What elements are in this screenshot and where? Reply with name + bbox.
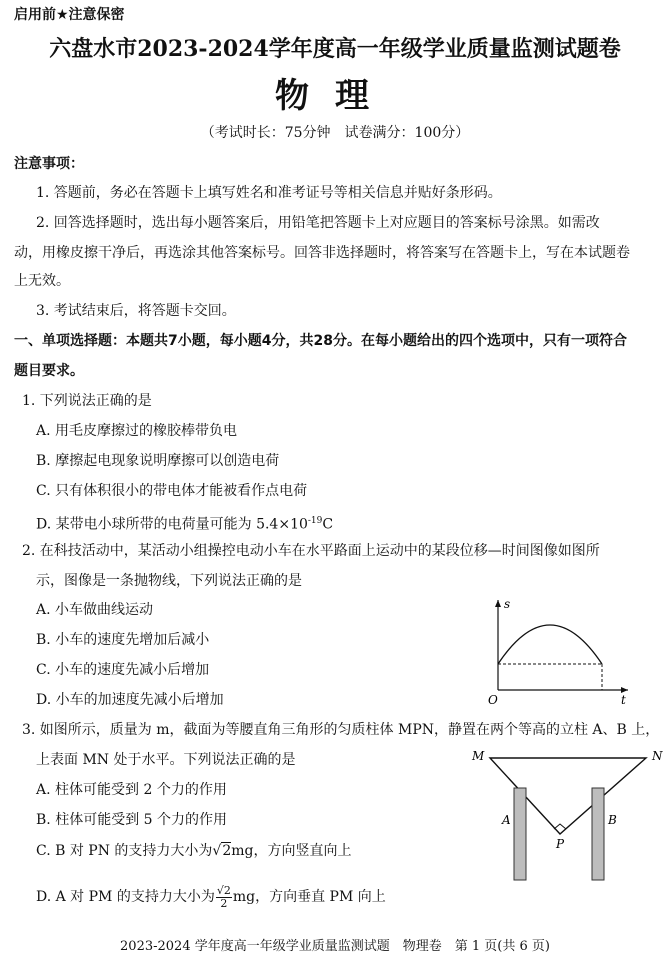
note-item-2-line1: 2. 回答选择题时，选出每小题答案后，用铅笔把答题卡上对应题目的答案标号涂黑。如需改 bbox=[36, 215, 600, 231]
q3-option-d-fraction bbox=[216, 885, 232, 910]
q3-option-a: A. 柱体可能受到 2 个力的作用 bbox=[36, 782, 227, 798]
q3-pillar-b bbox=[592, 788, 604, 880]
q1-option-b: B. 摩擦起电现象说明摩擦可以创造电荷 bbox=[36, 453, 280, 469]
q3-option-c-prefix: C. B 对 PN 的支持力大小为 bbox=[36, 843, 213, 859]
q2-option-c: C. 小车的速度先减小后增加 bbox=[36, 662, 210, 678]
q1-option-d bbox=[36, 512, 333, 534]
note-item-3: 3. 考试结束后，将答题卡交回。 bbox=[36, 303, 236, 319]
secret-label: 启用前★注意保密 bbox=[14, 7, 125, 23]
page-footer: 2023-2024 学年度高一年级学业质量监测试题 物理卷 第 1 页(共 6 页) bbox=[120, 939, 550, 954]
q3-prism-on-pillars-figure bbox=[468, 744, 668, 884]
q2-stem-line1: 2. 在科技活动中，某活动小组操控电动小车在水平路面上运动中的某段位移—时间图像如图所 bbox=[22, 543, 600, 559]
q3-option-d-prefix: D. A 对 PM 的支持力大小为 bbox=[36, 889, 215, 905]
q3-stem-line2: 上表面 MN 处于水平。下列说法正确的是 bbox=[36, 752, 296, 768]
note-item-2-line2: 动，用橡皮擦干净后，再选涂其他答案标号。回答非选择题时，将答案写在答题卡上，写在本试题卷 bbox=[14, 245, 630, 261]
q3-triangle-mpn bbox=[490, 758, 646, 834]
q3-pillar-a bbox=[514, 788, 526, 880]
note-item-2-line3: 上无效。 bbox=[14, 273, 70, 289]
q2-x-label: t bbox=[621, 693, 626, 706]
q3-option-d bbox=[36, 882, 386, 912]
q3-option-d-denominator: 2 bbox=[220, 896, 228, 910]
q1-stem: 1. 下列说法正确的是 bbox=[22, 393, 152, 409]
q3-option-d-numerator: √2 bbox=[216, 883, 231, 897]
q3-option-b: B. 柱体可能受到 5 个力的作用 bbox=[36, 812, 227, 828]
q3-option-c-sqrt: 2 bbox=[222, 843, 232, 859]
q2-stem-line2: 示，图像是一条抛物线，下列说法正确的是 bbox=[36, 573, 302, 589]
q3-label-m: M bbox=[472, 749, 485, 763]
q3-option-c-suffix: mg，方向竖直向上 bbox=[231, 843, 352, 859]
q1-option-d-text: D. 某带电小球所带的电荷量可能为 5.4×10 bbox=[36, 516, 308, 533]
q3-label-a: A bbox=[502, 813, 511, 827]
subject-title: 物理 bbox=[275, 76, 395, 116]
q1-option-d-exponent: -19 bbox=[307, 516, 323, 526]
q2-y-label: s bbox=[504, 597, 511, 611]
q3-option-c: C. B 对 PN 的支持力大小为√2mg，方向竖直向上 bbox=[36, 843, 352, 859]
exam-title: 六盘水市2023-2024学年度高一年级学业质量监测试题卷 bbox=[49, 36, 621, 62]
q3-label-p: P bbox=[556, 837, 565, 851]
q3-label-n: N bbox=[652, 749, 663, 763]
q3-option-d-suffix: mg，方向垂直 PM 向上 bbox=[232, 889, 386, 905]
q3-stem-line1: 3. 如图所示，质量为 m，截面为等腰直角三角形的匀质柱体 MPN，静置在两个等高的立柱 A、B 上， bbox=[22, 722, 660, 738]
exam-info: （考试时长：75分钟 试卷满分：100分） bbox=[200, 125, 470, 141]
q2-origin-label: O bbox=[488, 693, 498, 706]
q2-y-axis-arrow bbox=[495, 600, 501, 607]
q2-option-b: B. 小车的速度先增加后减小 bbox=[36, 632, 210, 648]
q3-label-b: B bbox=[608, 813, 617, 827]
section1-heading-line2: 题目要求。 bbox=[14, 363, 84, 379]
note-item-1: 1. 答题前，务必在答题卡上填写姓名和准考证号等相关信息并贴好条形码。 bbox=[36, 185, 502, 201]
q2-displacement-time-graph bbox=[484, 594, 634, 706]
q2-option-d: D. 小车的加速度先减小后增加 bbox=[36, 692, 224, 708]
q2-option-a: A. 小车做曲线运动 bbox=[36, 602, 154, 618]
q1-option-a: A. 用毛皮摩擦过的橡胶棒带负电 bbox=[36, 423, 238, 439]
notes-heading: 注意事项： bbox=[14, 156, 84, 172]
q1-option-d-unit: C bbox=[322, 516, 334, 533]
q3-right-angle-mark bbox=[554, 824, 566, 829]
section1-heading-line1: 一、单项选择题：本题共7小题，每小题4分，共28分。在每小题给出的四个选项中，只有一项符合 bbox=[14, 333, 627, 349]
q2-parabola-curve bbox=[498, 625, 602, 664]
q1-option-c: C. 只有体积很小的带电体才能被看作点电荷 bbox=[36, 483, 308, 499]
